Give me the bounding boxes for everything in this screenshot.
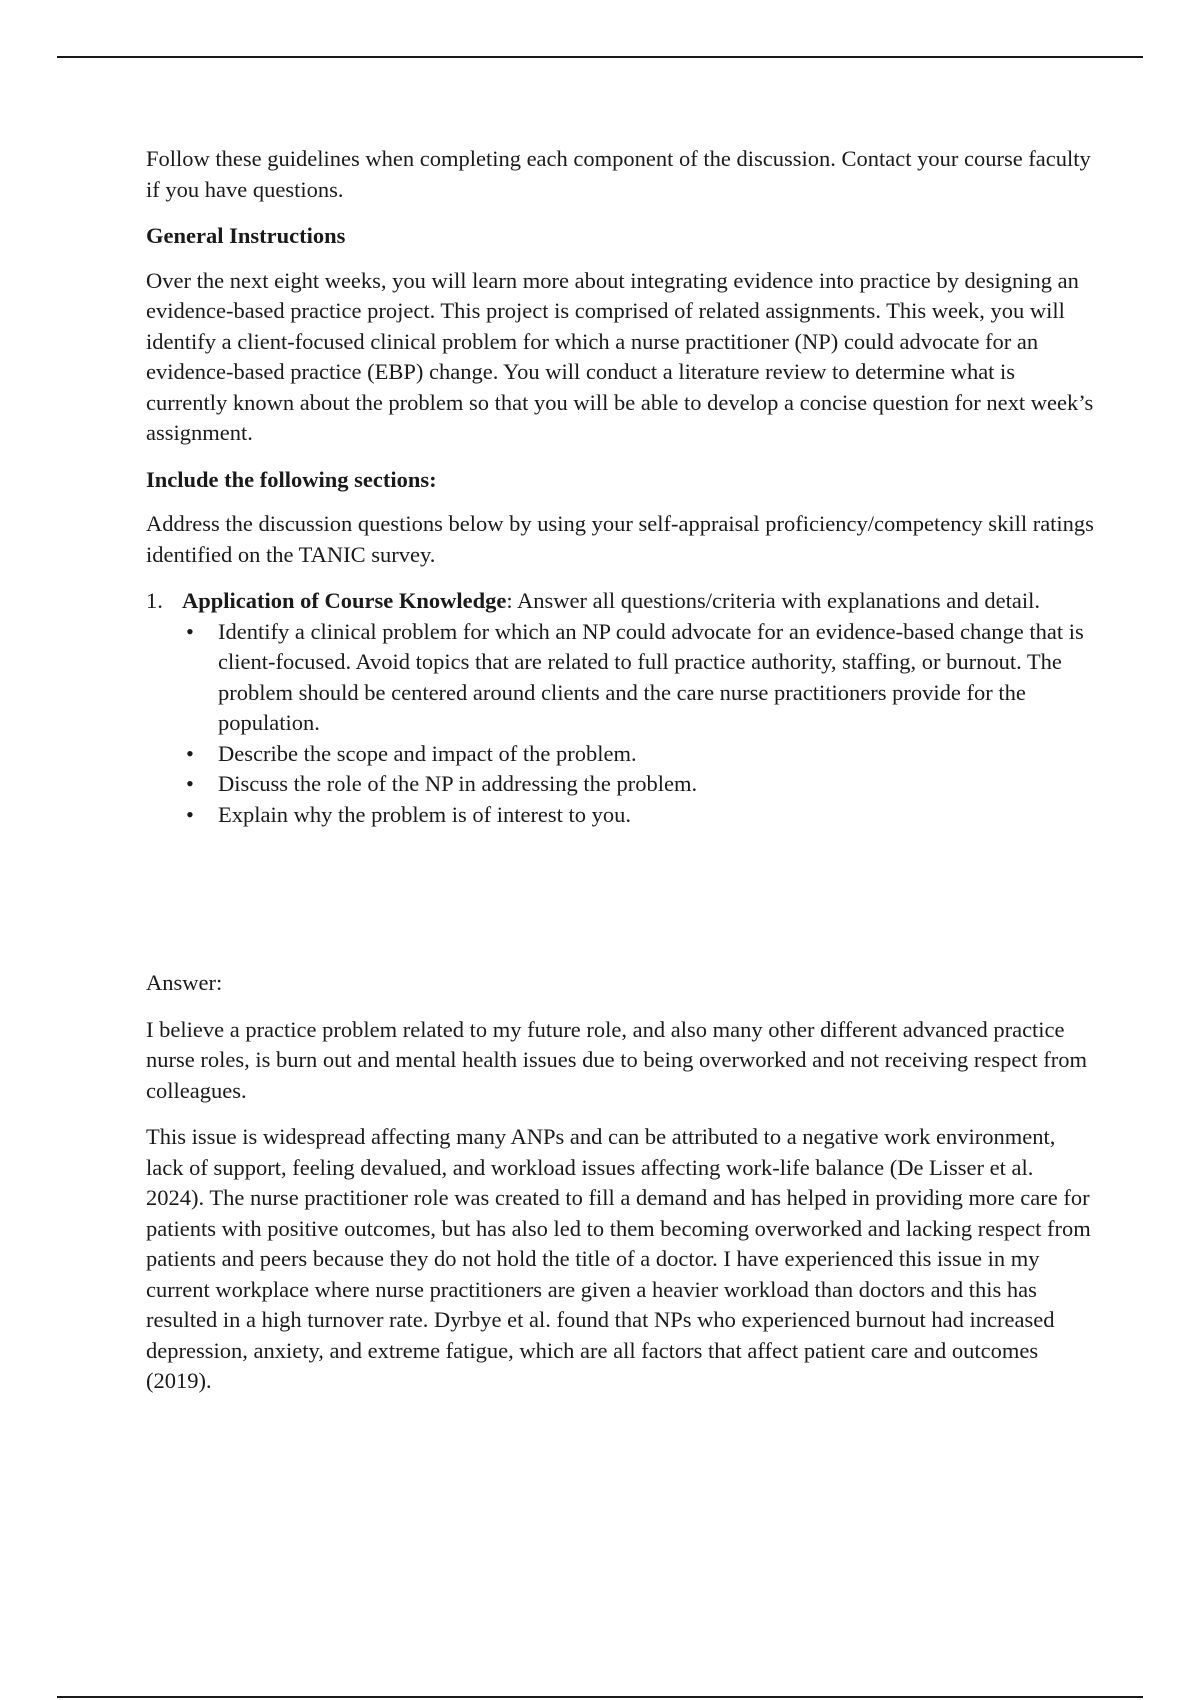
bullet-list	[182, 617, 1096, 831]
bullet-item	[182, 739, 1096, 770]
bullet-text: Describe the scope and impact of the problem.	[218, 740, 637, 766]
bullet-item	[182, 769, 1096, 800]
footer-divider	[57, 1696, 1143, 1698]
sections-paragraph: Address the discussion questions below by using your self-appraisal proficiency/competency skill ratings identified on the TANIC survey.	[146, 511, 1094, 567]
bullet-text: Identify a clinical problem for which an NP could advocate for an evidence-based change that is client-focused. Avoid topics that are related to full practice authority, staffing, or burnout. The problem should be centered around clients and the care nurse practitioners provide for the population.	[218, 618, 1084, 735]
sections-heading: Include the following sections:	[146, 466, 437, 492]
bullet-icon: •	[186, 740, 194, 766]
answer-label: Answer:	[146, 970, 223, 995]
general-instructions-heading: General Instructions	[146, 223, 346, 248]
intro-paragraph: Follow these guidelines when completing each component of the discussion. Contact your course faculty if you have questions.	[146, 146, 1091, 202]
general-instructions-paragraph: Over the next eight weeks, you will learn more about integrating evidence into practice by designing an evidence-based practice project. This project is comprised of related assignments. This week, you will identify a client-focused clinical problem for which a nurse practitioner (NP) could advocate for an evidence-based practice (EBP) change. You will conduct a literature review to determine what is currently known about the problem so that you will be able to develop a concise question for next week’s assignment.	[146, 267, 1094, 445]
answer-paragraph-2: This issue is widespread affecting many ANPs and can be attributed to a negative work environment, lack of support, feeling devalued, and workload issues affecting work-life balance (De Lisser et al. 2024). The nurse practitioner role was created to fill a demand and has helped in providing more care for patients with positive outcomes, but has also led to them becoming overworked and lacking respect from patients and peers because they do not hold the title of a doctor. I have experienced this issue in my current workplace where nurse practitioners are given a heavier workload than doctors and this has resulted in a high turnover rate. Dyrbye et al. found that NPs who experienced burnout had increased depression, anxiety, and extreme fatigue, which are all factors that affect patient care and outcomes (2019).	[146, 1124, 1091, 1393]
document-body	[146, 144, 1096, 1413]
bullet-item	[182, 617, 1096, 739]
bullet-icon: •	[186, 801, 194, 827]
bullet-text: Explain why the problem is of interest to you.	[218, 801, 632, 827]
header-divider	[57, 56, 1143, 58]
bullet-item	[182, 800, 1096, 831]
bullet-icon: •	[186, 618, 194, 644]
list-number: 1.	[146, 588, 163, 613]
blank-space	[146, 830, 1096, 968]
list-item-text: : Answer all questions/criteria with explanations and detail.	[506, 588, 1041, 613]
bullet-text: Discuss the role of the NP in addressing the problem.	[218, 771, 698, 796]
list-item-application	[146, 586, 1096, 830]
numbered-list	[146, 586, 1096, 830]
list-item-title: Application of Course Knowledge	[182, 588, 507, 613]
bullet-icon: •	[186, 771, 194, 796]
answer-paragraph-1: I believe a practice problem related to my future role, and also many other different advanced practice nurse roles, is burn out and mental health issues due to being overworked and not receiving respect from colleagues.	[146, 1016, 1087, 1103]
